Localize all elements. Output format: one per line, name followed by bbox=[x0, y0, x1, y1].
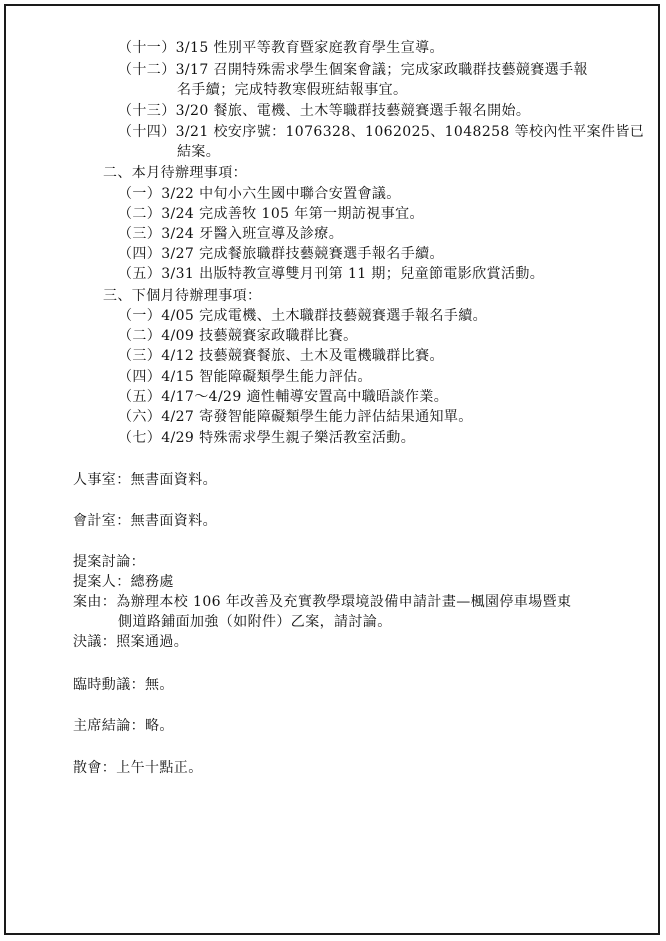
list-item-continuation: 名手續；完成特教寒假班結報事宜。 bbox=[177, 82, 408, 98]
list-item: （三）4/12 技藝競賽餐旅、土木及電機職群比賽。 bbox=[118, 348, 444, 364]
list-item: （十三）3/20 餐旅、電機、土木等職群技藝競賽選手報名開始。 bbox=[118, 103, 531, 119]
list-item: （一）4/05 完成電機、土木職群技藝競賽選手報名手續。 bbox=[118, 308, 488, 324]
list-item: （五）3/31 出版特教宣導雙月刊第 11 期；兒童節電影欣賞活動。 bbox=[118, 266, 545, 282]
list-item: （五）4/17～4/29 適性輔導安置高中職晤談作業。 bbox=[118, 389, 449, 405]
extempore-motion: 臨時動議：無。 bbox=[73, 677, 174, 693]
list-item: （十一）3/15 性別平等教育暨家庭教育學生宣導。 bbox=[118, 40, 444, 56]
list-item: （十四）3/21 校安序號：1076328、1062025、1048258 等校內性平案件皆已 bbox=[118, 124, 645, 140]
list-item-continuation: 結案。 bbox=[177, 144, 221, 160]
list-item: （一）3/22 中旬小六生國中聯合安置會議。 bbox=[118, 186, 401, 202]
list-item: （四）4/15 智能障礙類學生能力評估。 bbox=[118, 369, 372, 385]
list-item: （十二）3/17 召開特殊需求學生個案會議；完成家政職群技藝競賽選手報 bbox=[118, 62, 588, 78]
personnel-report: 人事室：無書面資料。 bbox=[73, 472, 217, 488]
list-item: （三）3/24 牙醫入班宣導及診療。 bbox=[118, 226, 344, 242]
proposal-heading: 提案討論： bbox=[73, 554, 145, 570]
list-item: （四）3/27 完成餐旅職群技藝競賽選手報名手續。 bbox=[118, 246, 444, 262]
section-heading: 二、本月待辦理事項： bbox=[103, 165, 247, 181]
list-item: （二）3/24 完成善牧 105 年第一期訪視事宜。 bbox=[118, 206, 424, 222]
chair-conclusion: 主席結論：略。 bbox=[73, 718, 174, 734]
proposal-reason: 案由：為辦理本校 106 年改善及充實教學環境設備申請計畫—楓園停車場暨東 bbox=[73, 594, 572, 610]
section-heading: 三、下個月待辦理事項： bbox=[103, 288, 262, 304]
proposal-reason-continuation: 側道路鋪面加強（如附件）乙案，請討論。 bbox=[118, 614, 392, 630]
page-border bbox=[4, 4, 660, 935]
list-item: （二）4/09 技藝競賽家政職群比賽。 bbox=[118, 328, 358, 344]
resolution: 決議：照案通過。 bbox=[73, 634, 189, 650]
proposer: 提案人：總務處 bbox=[73, 574, 174, 590]
list-item: （六）4/27 寄發智能障礙類學生能力評估結果通知單。 bbox=[118, 409, 473, 425]
adjournment: 散會：上午十點正。 bbox=[73, 760, 203, 776]
list-item: （七）4/29 特殊需求學生親子樂活教室活動。 bbox=[118, 430, 416, 446]
accounting-report: 會計室：無書面資料。 bbox=[73, 513, 217, 529]
